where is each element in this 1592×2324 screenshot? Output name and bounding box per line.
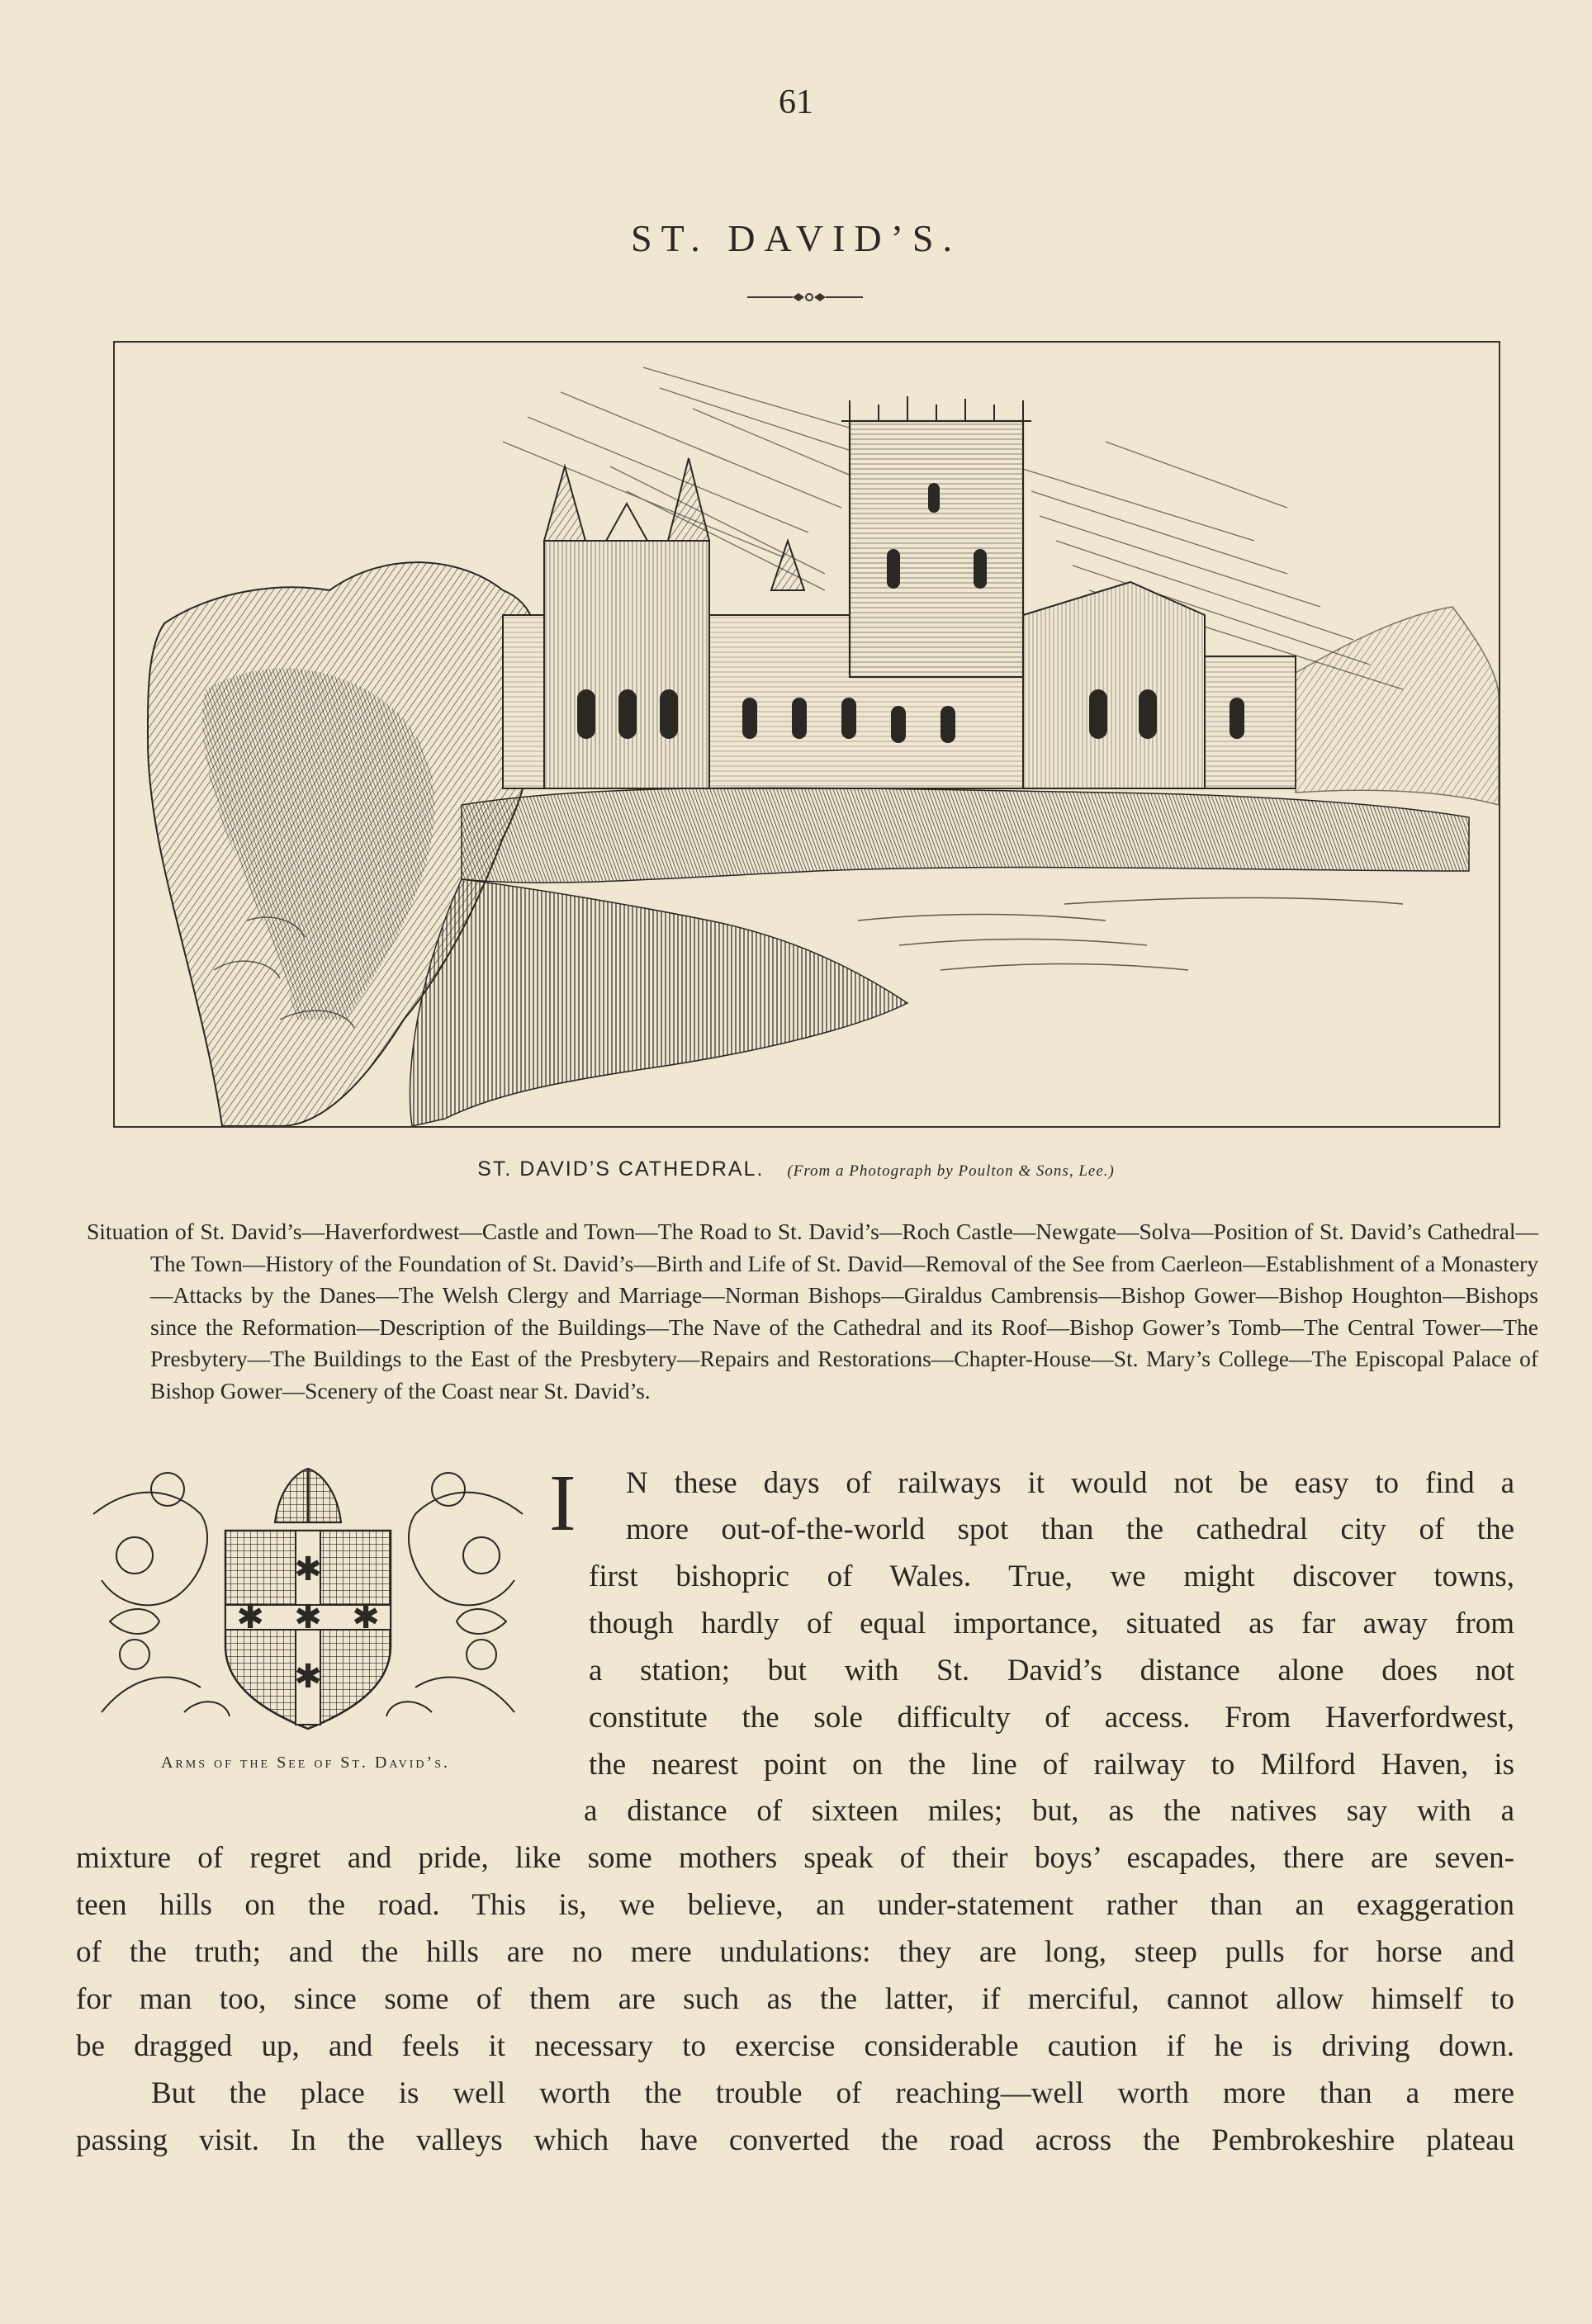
page-number: 61 (779, 83, 813, 121)
svg-text:✱: ✱ (352, 1598, 380, 1636)
body-line: constitute the sole difficulty of access. From Haverfordwest, (589, 1701, 1514, 1735)
body-line: of the truth; and the hills are no mere undulations: they are long, steep pulls for horse and (76, 1935, 1514, 1969)
body-line: the nearest point on the line of railway to Milford Haven, is (589, 1748, 1514, 1782)
plate-credit: (From a Photograph by Poulton & Sons, Lee.) (787, 1162, 1115, 1180)
plate-caption (0, 1157, 1592, 1181)
cathedral-illustration (115, 343, 1499, 1126)
svg-text:✱: ✱ (294, 1550, 322, 1588)
body-line: be dragged up, and feels it necessary to exercise considerable caution if he is driving down. (76, 2029, 1514, 2063)
chapter-summary-text: Situation of St. David’s—Haverfordwest—Castle and Town—The Road to St. David’s—Roch Castle—Newgate—Solva—Position of St. David’s Cathedral—The Town—History of the Foundation of St. David’s—Birth and Life of St. David—Removal of the See from Caerleon—Establishment of a Monastery—Attacks by the Danes—The Welsh Clergy and Marriage—Norman Bishops—Giraldus Cambrensis—Bishop Gower—Bishop Houghton—Bishops since the Reformation—Description of the Buildings—The Nave of the Cathedral and its Roof—Bishop Gower’s Tomb—The Central Tower—The Presbytery—The Buildings to the East of the Presbytery—Repairs and Restorations—Chapter-House—St. Mary’s College—The Episcopal Palace of Bishop Gower—Scenery of the Coast near St. David’s. (87, 1219, 1538, 1403)
body-line: though hardly of equal importance, situated as far away from (589, 1607, 1514, 1640)
drop-cap: I (549, 1459, 576, 1548)
foreground-grass (410, 879, 908, 1126)
body-line: for man too, since some of them are such as the latter, if merciful, cannot allow himself to (76, 1982, 1514, 2016)
cathedral-engraving (113, 341, 1500, 1128)
body-line: passing visit. In the valleys which have converted the road across the Pembrokeshire plateau (76, 2123, 1514, 2157)
plate-title: ST. DAVID’S CATHEDRAL. (477, 1157, 765, 1181)
body-line: N these days of railways it would not be easy to find a (626, 1466, 1514, 1500)
churchyard-wall (462, 788, 1469, 883)
title-ornament (747, 289, 863, 305)
right-hillside (1296, 607, 1499, 805)
body-line: first bishopric of Wales. True, we might discover towns, (589, 1560, 1514, 1593)
arms-of-the-see-illustration (85, 1465, 531, 1745)
svg-text:✱: ✱ (294, 1658, 322, 1696)
body-line: more out-of-the-world spot than the cathedral city of the (626, 1512, 1514, 1546)
chapter-title: ST. DAVID’S. (631, 217, 961, 259)
body-line: a distance of sixteen miles; but, as the natives say with a (584, 1794, 1514, 1828)
body-line: mixture of regret and pride, like some mothers speak of their boys’ escapades, there are seven- (76, 1841, 1514, 1875)
svg-text:✱: ✱ (294, 1598, 322, 1636)
body-line: But the place is well worth the trouble of reaching—well worth more than a mere (151, 2076, 1514, 2110)
chapter-summary (87, 1216, 1538, 1407)
arms-caption: Arms of the See of St. David’s. (160, 1754, 450, 1772)
body-line: teen hills on the road. This is, we believe, an under-statement rather than an exaggeration (76, 1888, 1514, 1922)
svg-text:✱: ✱ (236, 1598, 264, 1636)
body-line: a station; but with St. David’s distance alone does not (589, 1654, 1514, 1687)
